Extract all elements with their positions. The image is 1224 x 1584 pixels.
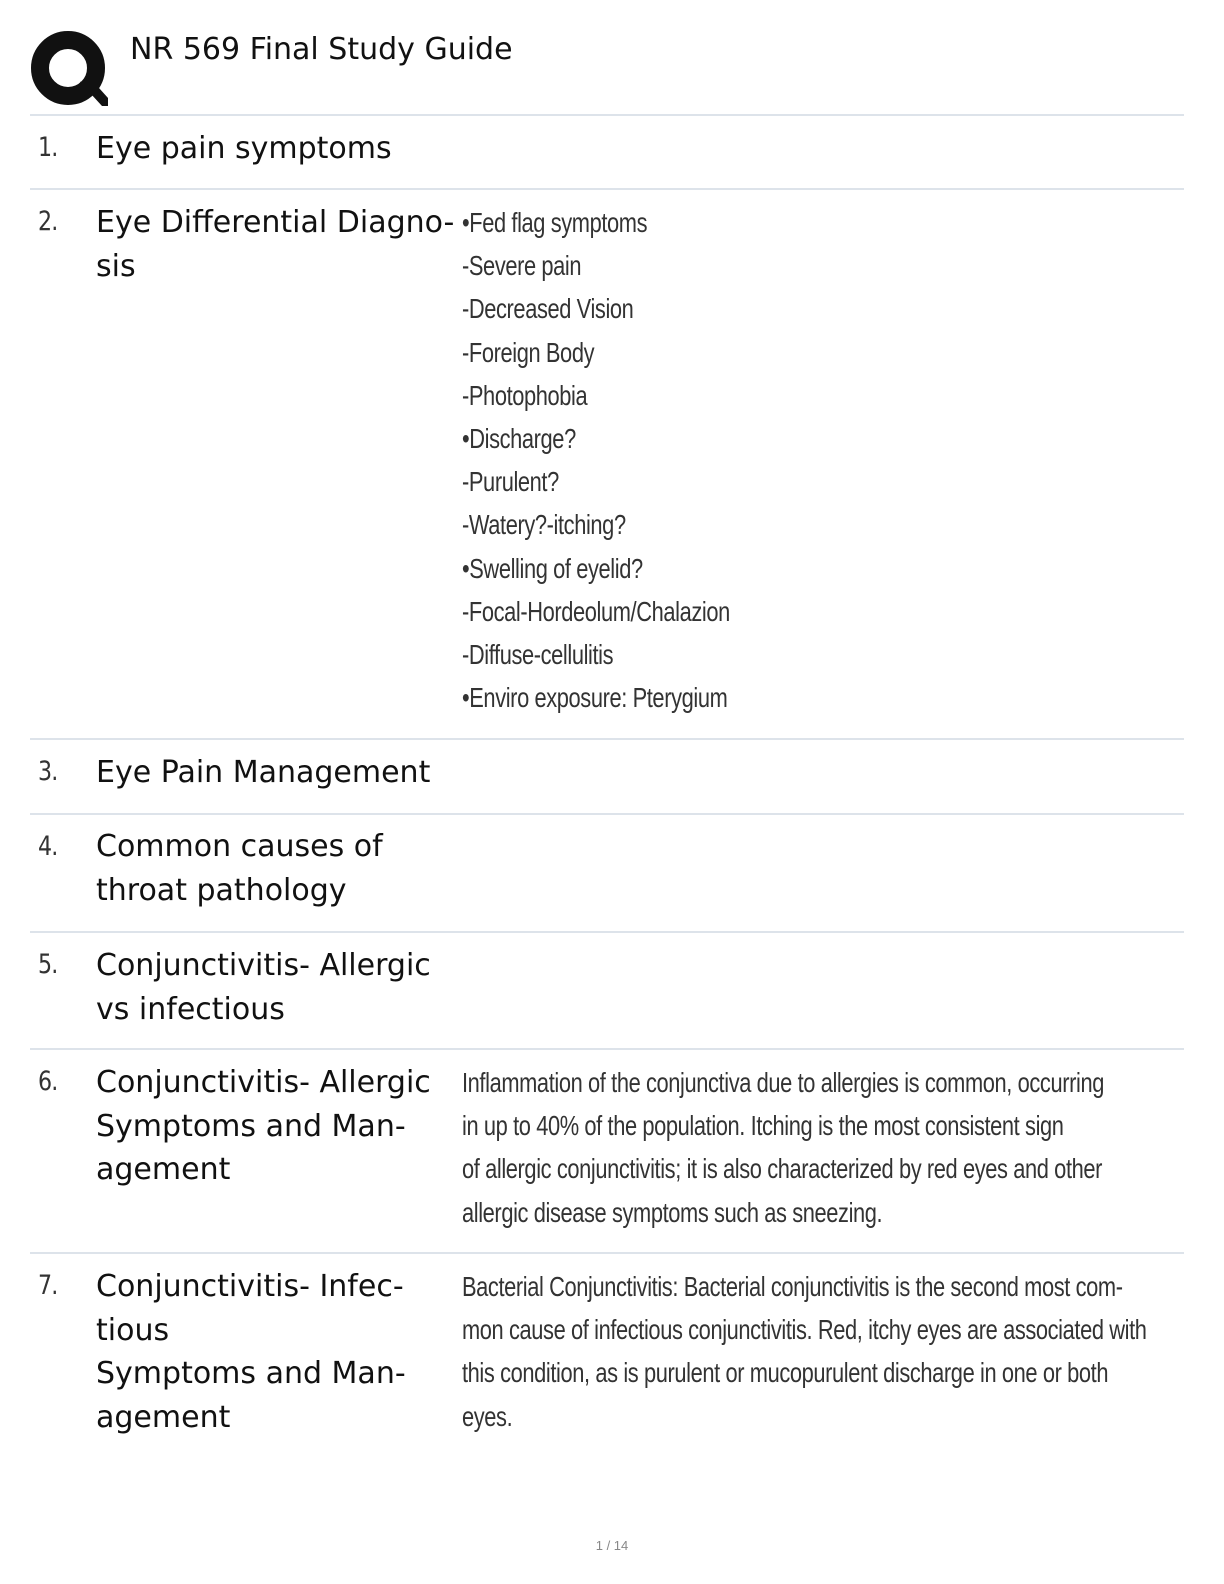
card-number: 2.	[38, 206, 58, 237]
page-indicator: 1 / 14	[595, 1538, 629, 1553]
card-row-4	[30, 815, 1184, 933]
term-line: Common causes of	[96, 829, 383, 864]
definition-line: •Enviro exposure: Pterygium	[462, 682, 728, 714]
definition-line: mon cause of infectious conjunctivitis. Red, itchy eyes are associated with	[462, 1314, 1147, 1346]
card-number: 1.	[38, 132, 58, 163]
definition-line: -Watery?-itching?	[462, 509, 626, 541]
term-line: Conjunctivitis- Allergic	[96, 948, 431, 983]
card-row-6	[30, 1050, 1184, 1254]
definition-line: -Foreign Body	[462, 336, 595, 368]
definition-line: allergic disease symptoms such as sneezing.	[462, 1196, 883, 1228]
term-line: Eye Differential Diagno-	[96, 205, 455, 240]
card-definition	[462, 1265, 1184, 1438]
term-line: Conjunctivitis- Allergic	[96, 1065, 431, 1100]
card-row-1	[30, 116, 1184, 190]
definition-line: of allergic conjunctivitis; it is also characterized by red eyes and other	[462, 1153, 1103, 1185]
term-line: throat pathology	[96, 872, 347, 908]
card-term	[96, 127, 456, 171]
card-term	[96, 944, 456, 1031]
card-number: 4.	[38, 831, 58, 862]
term-line: Conjunctivitis- Infec-	[96, 1269, 404, 1304]
term-line: Symptoms and Man-	[96, 1108, 406, 1144]
term-line: tious	[96, 1312, 170, 1348]
definition-line: •Swelling of eyelid?	[462, 552, 643, 584]
definition-line: -Photophobia	[462, 379, 588, 411]
term-line: agement	[96, 1152, 231, 1187]
document-header	[30, 28, 1184, 116]
card-term	[96, 1265, 456, 1439]
definition-line: in up to 40% of the population. Itching is the most consistent sign	[462, 1110, 1064, 1142]
term-line: agement	[96, 1399, 231, 1435]
card-row-5	[30, 933, 1184, 1050]
definition-line: -Diffuse-cellulitis	[462, 639, 614, 671]
definition-line: -Decreased Vision	[462, 293, 634, 325]
card-number: 7.	[38, 1270, 58, 1301]
term-line: Eye Pain Management	[96, 755, 431, 790]
quizlet-q-logo-icon	[30, 30, 110, 110]
definition-line: Inflammation of the conjunctiva due to allergies is common, occurring	[462, 1067, 1104, 1098]
term-line: sis	[96, 248, 136, 284]
card-definition	[462, 201, 1184, 719]
card-number: 3.	[38, 756, 58, 787]
definition-line: •Fed flag symptoms	[462, 207, 648, 238]
term-line: vs infectious	[96, 991, 285, 1027]
card-term	[96, 825, 456, 912]
card-row-2	[30, 190, 1184, 740]
definition-line: Bacterial Conjunctivitis: Bacterial conjunctivitis is the second most com-	[462, 1271, 1123, 1302]
definition-line: eyes.	[462, 1400, 513, 1432]
card-row-3	[30, 740, 1184, 815]
card-term	[96, 1061, 456, 1192]
card-number: 6.	[38, 1066, 58, 1097]
card-number: 5.	[38, 949, 58, 980]
card-definition	[462, 1061, 1184, 1234]
term-line: Eye pain symptoms	[96, 131, 392, 166]
definition-line: •Discharge?	[462, 423, 576, 455]
definition-line: -Severe pain	[462, 250, 582, 282]
term-line: Symptoms and Man-	[96, 1356, 406, 1391]
page-title: NR 569 Final Study Guide	[130, 32, 513, 67]
card-term	[96, 751, 456, 795]
definition-line: -Purulent?	[462, 466, 559, 498]
definition-line: this condition, as is purulent or mucopurulent discharge in one or both	[462, 1357, 1109, 1389]
card-row-7	[30, 1254, 1184, 1454]
card-term	[96, 201, 456, 288]
definition-line: -Focal-Hordeolum/Chalazion	[462, 595, 730, 627]
